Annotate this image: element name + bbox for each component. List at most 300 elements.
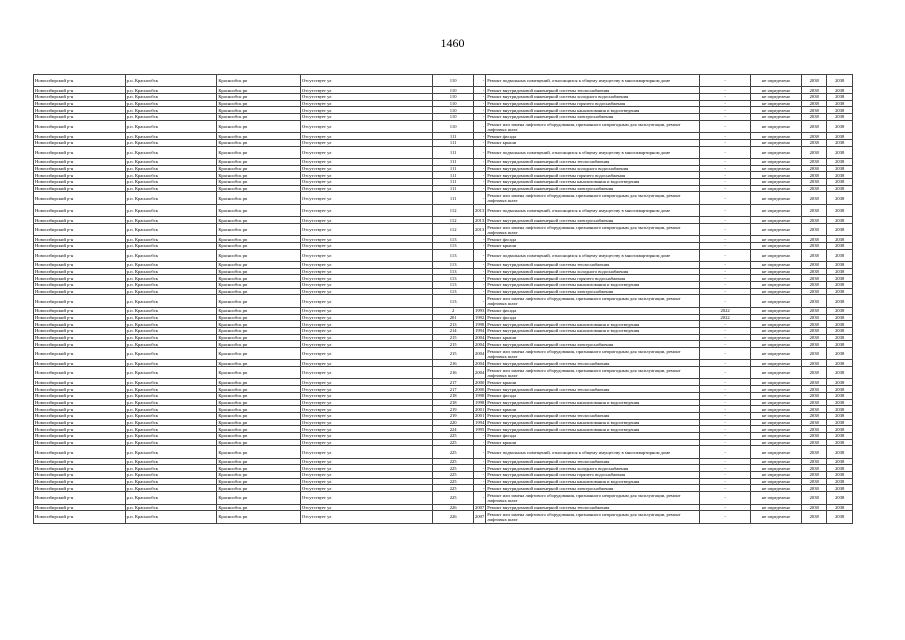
cell-period-from: 2038 <box>801 439 826 446</box>
cell-year: 2004 <box>475 334 485 340</box>
table-row <box>34 432 853 439</box>
cell-house: 111 <box>433 179 474 186</box>
cell-street: Отсутствует ул <box>300 485 432 492</box>
table-row <box>34 399 853 406</box>
cell-cost: - <box>700 217 751 224</box>
cell-period-from: 2038 <box>801 268 826 275</box>
cell-period-to: 2038 <box>827 367 853 379</box>
cell-house: 113 <box>433 282 474 289</box>
cell-street: Отсутствует ул <box>300 360 432 367</box>
cell-locality: Краснообск рп <box>217 179 301 186</box>
cell-street: Отсутствует ул <box>300 341 432 348</box>
cell-year: 2004 <box>474 348 486 360</box>
cell-year: - <box>474 100 486 107</box>
cell-district: Новосибирский р-н <box>34 511 126 523</box>
cell-year: - <box>474 492 486 504</box>
cell-period-from: 2038 <box>801 419 826 426</box>
cell-locality: Краснообск рп <box>217 458 301 465</box>
table-row <box>34 412 853 419</box>
cell-period-to: 2038 <box>827 348 853 360</box>
cell-cost: - <box>700 341 751 348</box>
cell-period-to: 2038 <box>827 75 853 87</box>
cell-period-from: 2038 <box>801 223 826 235</box>
cell-district: Новосибирский р-н <box>34 334 126 341</box>
table-row <box>34 327 853 334</box>
cell-work-type: Ремонт подвальных помещений, относящихся к общему имуществу в многоквартирном доме <box>486 204 700 216</box>
cell-period-to: 2038 <box>827 133 853 140</box>
cell-locality: Краснообск рп <box>217 217 301 224</box>
cell-period-to: 2038 <box>827 485 853 492</box>
table-row <box>34 94 853 101</box>
cell-year: 2007 <box>475 504 485 510</box>
cell-street: Отсутствует ул <box>300 439 432 446</box>
cell-locality: Краснообск рп <box>217 158 301 165</box>
cell-period-to: 2038 <box>827 406 853 413</box>
cell-status: не определено <box>751 419 802 426</box>
cell-cost: - <box>700 419 751 426</box>
cell-work-type: Ремонт крыши <box>486 439 700 446</box>
cell-district: Новосибирский р-н <box>34 386 126 393</box>
cell-locality: Краснообск рп <box>217 185 301 192</box>
cell-cost: - <box>700 120 751 132</box>
cell-locality: Краснообск рп <box>217 288 301 295</box>
cell-period-to: 2038 <box>827 426 853 433</box>
cell-work-type: Ремонт внутридомовой инженерной системы канализования и водоотведения <box>486 419 700 426</box>
cell-settlement: р.п. Краснообск <box>125 360 217 367</box>
cell-work-type: Ремонт внутридомовой инженерной системы теплоснабжения <box>486 386 700 393</box>
cell-house: 226 <box>433 504 474 511</box>
cell-district: Новосибирский р-н <box>34 133 126 140</box>
cell-period-to: 2038 <box>827 492 853 504</box>
cell-period-to: 2038 <box>827 386 853 393</box>
table-row <box>34 165 853 172</box>
cell-street: Отсутствует ул <box>300 236 432 243</box>
table-row <box>34 282 853 289</box>
cell-settlement: р.п. Краснообск <box>125 295 217 307</box>
cell-period-from: 2038 <box>801 100 826 107</box>
cell-locality: Краснообск рп <box>217 94 301 101</box>
cell-cost: - <box>700 139 751 146</box>
cell-district: Новосибирский р-н <box>34 465 126 472</box>
cell-period-from: 2038 <box>801 321 826 328</box>
cell-house: 110 <box>433 87 474 94</box>
cell-work-type: Ремонт внутридомовой инженерной системы канализования и водоотведения <box>486 478 700 485</box>
cell-year: 1998 <box>475 393 485 399</box>
cell-cost: - <box>700 75 751 87</box>
cell-district: Новосибирский р-н <box>34 165 126 172</box>
cell-house: 220 <box>433 419 474 426</box>
cell-period-from: 2038 <box>801 465 826 472</box>
cell-locality: Краснообск рп <box>217 348 301 360</box>
cell-settlement: р.п. Краснообск <box>125 94 217 101</box>
cell-district: Новосибирский р-н <box>34 307 126 314</box>
cell-work-type: Ремонт внутридомовой инженерной системы канализования и водоотведения <box>486 327 700 334</box>
cell-cost: - <box>700 379 751 386</box>
table-row <box>34 133 853 140</box>
cell-period-from: 2038 <box>801 282 826 289</box>
cell-district: Новосибирский р-н <box>34 139 126 146</box>
cell-year: - <box>474 87 486 94</box>
cell-house: 113 <box>433 268 474 275</box>
cell-year: 1992 <box>475 314 485 320</box>
cell-status: не определено <box>751 158 802 165</box>
cell-locality: Краснообск рп <box>217 465 301 472</box>
cell-house: 2 <box>433 307 474 314</box>
cell-status: не определено <box>751 282 802 289</box>
cell-district: Новосибирский р-н <box>34 379 126 386</box>
cell-work-type: Ремонт или замена лифтового оборудования, признанного непригодным для эксплуатации, ремонт лифтовых шахт <box>486 367 700 379</box>
cell-district: Новосибирский р-н <box>34 158 126 165</box>
cell-settlement: р.п. Краснообск <box>125 321 217 328</box>
cell-house: 111 <box>433 172 474 179</box>
table-row <box>34 321 853 328</box>
cell-status: не определено <box>751 432 802 439</box>
cell-district: Новосибирский р-н <box>34 446 126 458</box>
cell-settlement: р.п. Краснообск <box>125 158 217 165</box>
cell-district: Новосибирский р-н <box>34 426 126 433</box>
cell-district: Новосибирский р-н <box>34 87 126 94</box>
cell-street: Отсутствует ул <box>300 327 432 334</box>
cell-settlement: р.п. Краснообск <box>125 87 217 94</box>
cell-locality: Краснообск рп <box>217 321 301 328</box>
cell-house: 218 <box>433 399 474 406</box>
cell-work-type: Ремонт или замена лифтового оборудования, признанного непригодным для эксплуатации, ремонт лифтовых шахт <box>486 223 700 235</box>
cell-status: не определено <box>751 100 802 107</box>
cell-year: - <box>474 465 486 472</box>
cell-work-type: Ремонт крыши <box>486 139 700 146</box>
cell-settlement: р.п. Краснообск <box>125 492 217 504</box>
table-row <box>34 204 853 216</box>
cell-district: Новосибирский р-н <box>34 282 126 289</box>
cell-street: Отсутствует ул <box>300 478 432 485</box>
cell-cost: - <box>700 432 751 439</box>
cell-house: 216 <box>433 360 474 367</box>
cell-locality: Краснообск рп <box>217 307 301 314</box>
cell-house: 225 <box>433 439 474 446</box>
cell-period-to: 2038 <box>827 114 853 121</box>
cell-cost: - <box>700 334 751 341</box>
cell-period-to: 2038 <box>827 341 853 348</box>
cell-period-from: 2038 <box>801 204 826 216</box>
cell-settlement: р.п. Краснообск <box>125 504 217 511</box>
cell-period-from: 2038 <box>801 406 826 413</box>
table-row <box>34 360 853 367</box>
cell-period-to: 2038 <box>827 412 853 419</box>
cell-work-type: Ремонт внутридомовой инженерной системы холодного водоснабжения <box>486 268 700 275</box>
cell-cost: - <box>700 295 751 307</box>
cell-locality: Краснообск рп <box>217 107 301 114</box>
cell-period-to: 2038 <box>827 307 853 314</box>
cell-work-type: Ремонт внутридомовой инженерной системы горячего водоснабжения <box>486 172 700 179</box>
cell-district: Новосибирский р-н <box>34 439 126 446</box>
cell-locality: Краснообск рп <box>217 114 301 121</box>
cell-cost: - <box>700 485 751 492</box>
cell-period-to: 2038 <box>827 321 853 328</box>
cell-year: 1998 <box>475 399 485 405</box>
cell-locality: Краснообск рп <box>217 236 301 243</box>
cell-street: Отсутствует ул <box>300 139 432 146</box>
cell-settlement: р.п. Краснообск <box>125 426 217 433</box>
cell-district: Новосибирский р-н <box>34 485 126 492</box>
cell-house: 112 <box>433 204 474 216</box>
cell-street: Отсутствует ул <box>300 179 432 186</box>
cell-work-type: Ремонт фасада <box>486 133 700 140</box>
cell-locality: Краснообск рп <box>217 223 301 235</box>
cell-period-from: 2038 <box>801 386 826 393</box>
cell-year: - <box>474 179 486 186</box>
cell-period-to: 2038 <box>827 432 853 439</box>
cell-street: Отсутствует ул <box>300 367 432 379</box>
cell-locality: Краснообск рп <box>217 511 301 523</box>
cell-work-type: Ремонт крыши <box>486 379 700 386</box>
cell-year: - <box>474 262 486 269</box>
cell-year: - <box>474 432 486 439</box>
cell-year: - <box>474 192 486 204</box>
table-row <box>34 236 853 243</box>
cell-work-type: Ремонт или замена лифтового оборудования, признанного непригодным для эксплуатации, ремонт лифтовых шахт <box>486 511 700 523</box>
cell-work-type: Ремонт подвальных помещений, относящихся к общему имуществу в многоквартирном доме <box>486 249 700 261</box>
table-row <box>34 458 853 465</box>
cell-cost: - <box>700 87 751 94</box>
cell-status: не определено <box>751 334 802 341</box>
cell-district: Новосибирский р-н <box>34 478 126 485</box>
cell-period-from: 2038 <box>801 485 826 492</box>
cell-cost: - <box>700 242 751 249</box>
cell-house: 216 <box>433 367 474 379</box>
cell-status: не определено <box>751 120 802 132</box>
cell-year: - <box>474 107 486 114</box>
table-row <box>34 334 853 341</box>
cell-cost: - <box>700 426 751 433</box>
cell-house: 218 <box>433 392 474 399</box>
cell-work-type: Ремонт внутридомовой инженерной системы теплоснабжения <box>486 158 700 165</box>
table-row <box>34 158 853 165</box>
page-number: 1460 <box>440 36 465 50</box>
cell-street: Отсутствует ул <box>300 472 432 479</box>
cell-status: не определено <box>751 223 802 235</box>
cell-settlement: р.п. Краснообск <box>125 179 217 186</box>
table-row <box>34 478 853 485</box>
cell-status: не определено <box>751 511 802 523</box>
cell-cost: - <box>700 511 751 523</box>
cell-street: Отсутствует ул <box>300 185 432 192</box>
cell-status: не определено <box>751 504 802 511</box>
cell-period-from: 2038 <box>801 379 826 386</box>
cell-locality: Краснообск рп <box>217 242 301 249</box>
cell-cost: - <box>700 406 751 413</box>
cell-locality: Краснообск рп <box>217 133 301 140</box>
cell-year: - <box>474 139 486 146</box>
cell-period-from: 2038 <box>801 367 826 379</box>
cell-period-from: 2038 <box>801 275 826 282</box>
cell-street: Отсутствует ул <box>300 192 432 204</box>
cell-locality: Краснообск рп <box>217 139 301 146</box>
cell-cost: 2022 <box>700 307 751 314</box>
cell-status: не определено <box>751 295 802 307</box>
cell-locality: Краснообск рп <box>217 172 301 179</box>
cell-work-type: Ремонт внутридомовой инженерной системы канализования и водоотведения <box>486 107 700 114</box>
cell-work-type: Ремонт внутридомовой инженерной системы теплоснабжения <box>486 87 700 94</box>
cell-cost: - <box>700 107 751 114</box>
cell-status: не определено <box>751 172 802 179</box>
cell-period-to: 2038 <box>827 511 853 523</box>
cell-settlement: р.п. Краснообск <box>125 478 217 485</box>
cell-district: Новосибирский р-н <box>34 75 126 87</box>
cell-year: 2004 <box>475 360 485 366</box>
cell-status: не определено <box>751 341 802 348</box>
cell-settlement: р.п. Краснообск <box>125 275 217 282</box>
cell-street: Отсутствует ул <box>300 321 432 328</box>
cell-work-type: Ремонт внутридомовой инженерной системы электроснабжения <box>486 185 700 192</box>
cell-work-type: Ремонт внутридомовой инженерной системы канализования и водоотведения <box>486 179 700 186</box>
cell-period-from: 2038 <box>801 295 826 307</box>
cell-district: Новосибирский р-н <box>34 314 126 321</box>
cell-house: 111 <box>433 165 474 172</box>
cell-year: - <box>474 94 486 101</box>
cell-year: 1998 <box>475 321 485 327</box>
cell-locality: Краснообск рп <box>217 406 301 413</box>
cell-house: 113 <box>433 242 474 249</box>
cell-locality: Краснообск рп <box>217 412 301 419</box>
cell-house: 213 <box>433 321 474 328</box>
cell-settlement: р.п. Краснообск <box>125 282 217 289</box>
cell-district: Новосибирский р-н <box>34 146 126 158</box>
cell-period-from: 2038 <box>801 327 826 334</box>
cell-period-from: 2038 <box>801 262 826 269</box>
cell-status: не определено <box>751 485 802 492</box>
cell-period-to: 2038 <box>827 282 853 289</box>
cell-street: Отсутствует ул <box>300 107 432 114</box>
cell-district: Новосибирский р-н <box>34 94 126 101</box>
cell-district: Новосибирский р-н <box>34 458 126 465</box>
cell-work-type: Ремонт крыши <box>486 406 700 413</box>
cell-street: Отсутствует ул <box>300 511 432 523</box>
cell-year: 2013 <box>474 223 486 235</box>
cell-period-from: 2038 <box>801 133 826 140</box>
cell-period-to: 2038 <box>827 100 853 107</box>
cell-street: Отсутствует ул <box>300 458 432 465</box>
cell-locality: Краснообск рп <box>217 268 301 275</box>
cell-locality: Краснообск рп <box>217 249 301 261</box>
cell-status: не определено <box>751 94 802 101</box>
cell-street: Отсутствует ул <box>300 288 432 295</box>
cell-work-type: Ремонт крыши <box>486 242 700 249</box>
cell-street: Отсутствует ул <box>300 399 432 406</box>
cell-period-from: 2038 <box>801 478 826 485</box>
cell-cost: - <box>700 158 751 165</box>
cell-work-type: Ремонт фасада <box>486 432 700 439</box>
cell-settlement: р.п. Краснообск <box>125 367 217 379</box>
cell-locality: Краснообск рп <box>217 439 301 446</box>
cell-settlement: р.п. Краснообск <box>125 172 217 179</box>
cell-district: Новосибирский р-н <box>34 412 126 419</box>
cell-house: 225 <box>433 478 474 485</box>
cell-period-to: 2038 <box>827 179 853 186</box>
table-row <box>34 223 853 235</box>
cell-house: 112 <box>433 217 474 224</box>
table-row <box>34 439 853 446</box>
cell-period-to: 2038 <box>827 504 853 511</box>
cell-street: Отсутствует ул <box>300 223 432 235</box>
cell-year: - <box>474 485 486 492</box>
cell-house: 217 <box>433 379 474 386</box>
cell-house: 110 <box>433 94 474 101</box>
cell-house: 219 <box>433 412 474 419</box>
cell-status: не определено <box>751 478 802 485</box>
cell-period-from: 2038 <box>801 511 826 523</box>
cell-work-type: Ремонт внутридомовой инженерной системы холодного водоснабжения <box>486 465 700 472</box>
cell-work-type: Ремонт внутридомовой инженерной системы теплоснабжения <box>486 458 700 465</box>
table-row <box>34 314 853 321</box>
cell-status: не определено <box>751 75 802 87</box>
cell-settlement: р.п. Краснообск <box>125 223 217 235</box>
cell-street: Отсутствует ул <box>300 295 432 307</box>
cell-cost: - <box>700 262 751 269</box>
cell-settlement: р.п. Краснообск <box>125 75 217 87</box>
cell-year: 1994 <box>475 419 485 425</box>
cell-year: - <box>474 249 486 261</box>
cell-work-type: Ремонт внутридомовой инженерной системы теплоснабжения <box>486 504 700 511</box>
cell-locality: Краснообск рп <box>217 165 301 172</box>
cell-work-type: Ремонт фасада <box>486 392 700 399</box>
cell-work-type: Ремонт крыши <box>486 334 700 341</box>
cell-locality: Краснообск рп <box>217 334 301 341</box>
cell-settlement: р.п. Краснообск <box>125 412 217 419</box>
cell-locality: Краснообск рп <box>217 262 301 269</box>
cell-settlement: р.п. Краснообск <box>125 100 217 107</box>
cell-period-from: 2038 <box>801 236 826 243</box>
cell-period-to: 2038 <box>827 472 853 479</box>
cell-district: Новосибирский р-н <box>34 341 126 348</box>
cell-period-to: 2038 <box>827 185 853 192</box>
cell-period-from: 2038 <box>801 94 826 101</box>
cell-period-from: 2038 <box>801 360 826 367</box>
cell-street: Отсутствует ул <box>300 100 432 107</box>
cell-status: не определено <box>751 314 802 321</box>
cell-settlement: р.п. Краснообск <box>125 341 217 348</box>
cell-status: не определено <box>751 179 802 186</box>
table-row <box>34 341 853 348</box>
cell-district: Новосибирский р-н <box>34 492 126 504</box>
cell-street: Отсутствует ул <box>300 307 432 314</box>
table-row <box>34 249 853 261</box>
cell-year: - <box>474 458 486 465</box>
cell-house: 225 <box>433 446 474 458</box>
cell-district: Новосибирский р-н <box>34 419 126 426</box>
cell-year: - <box>474 120 486 132</box>
cell-house: 215 <box>433 341 474 348</box>
cell-house: 110 <box>433 100 474 107</box>
cell-status: не определено <box>751 406 802 413</box>
cell-work-type: Ремонт внутридомовой инженерной системы электроснабжения <box>486 114 700 121</box>
table-row <box>34 100 853 107</box>
cell-period-to: 2038 <box>827 478 853 485</box>
cell-status: не определено <box>751 321 802 328</box>
cell-period-to: 2038 <box>827 314 853 321</box>
cell-street: Отсутствует ул <box>300 75 432 87</box>
cell-locality: Краснообск рп <box>217 379 301 386</box>
cell-work-type: Ремонт внутридомовой инженерной системы электроснабжения <box>486 485 700 492</box>
cell-work-type: Ремонт внутридомовой инженерной системы канализования и водоотведения <box>486 321 700 328</box>
cell-year: 2004 <box>475 341 485 347</box>
cell-status: не определено <box>751 412 802 419</box>
cell-house: 215 <box>433 334 474 341</box>
table-row <box>34 146 853 158</box>
cell-district: Новосибирский р-н <box>34 192 126 204</box>
cell-street: Отсутствует ул <box>300 426 432 433</box>
cell-cost: - <box>700 478 751 485</box>
cell-cost: - <box>700 204 751 216</box>
